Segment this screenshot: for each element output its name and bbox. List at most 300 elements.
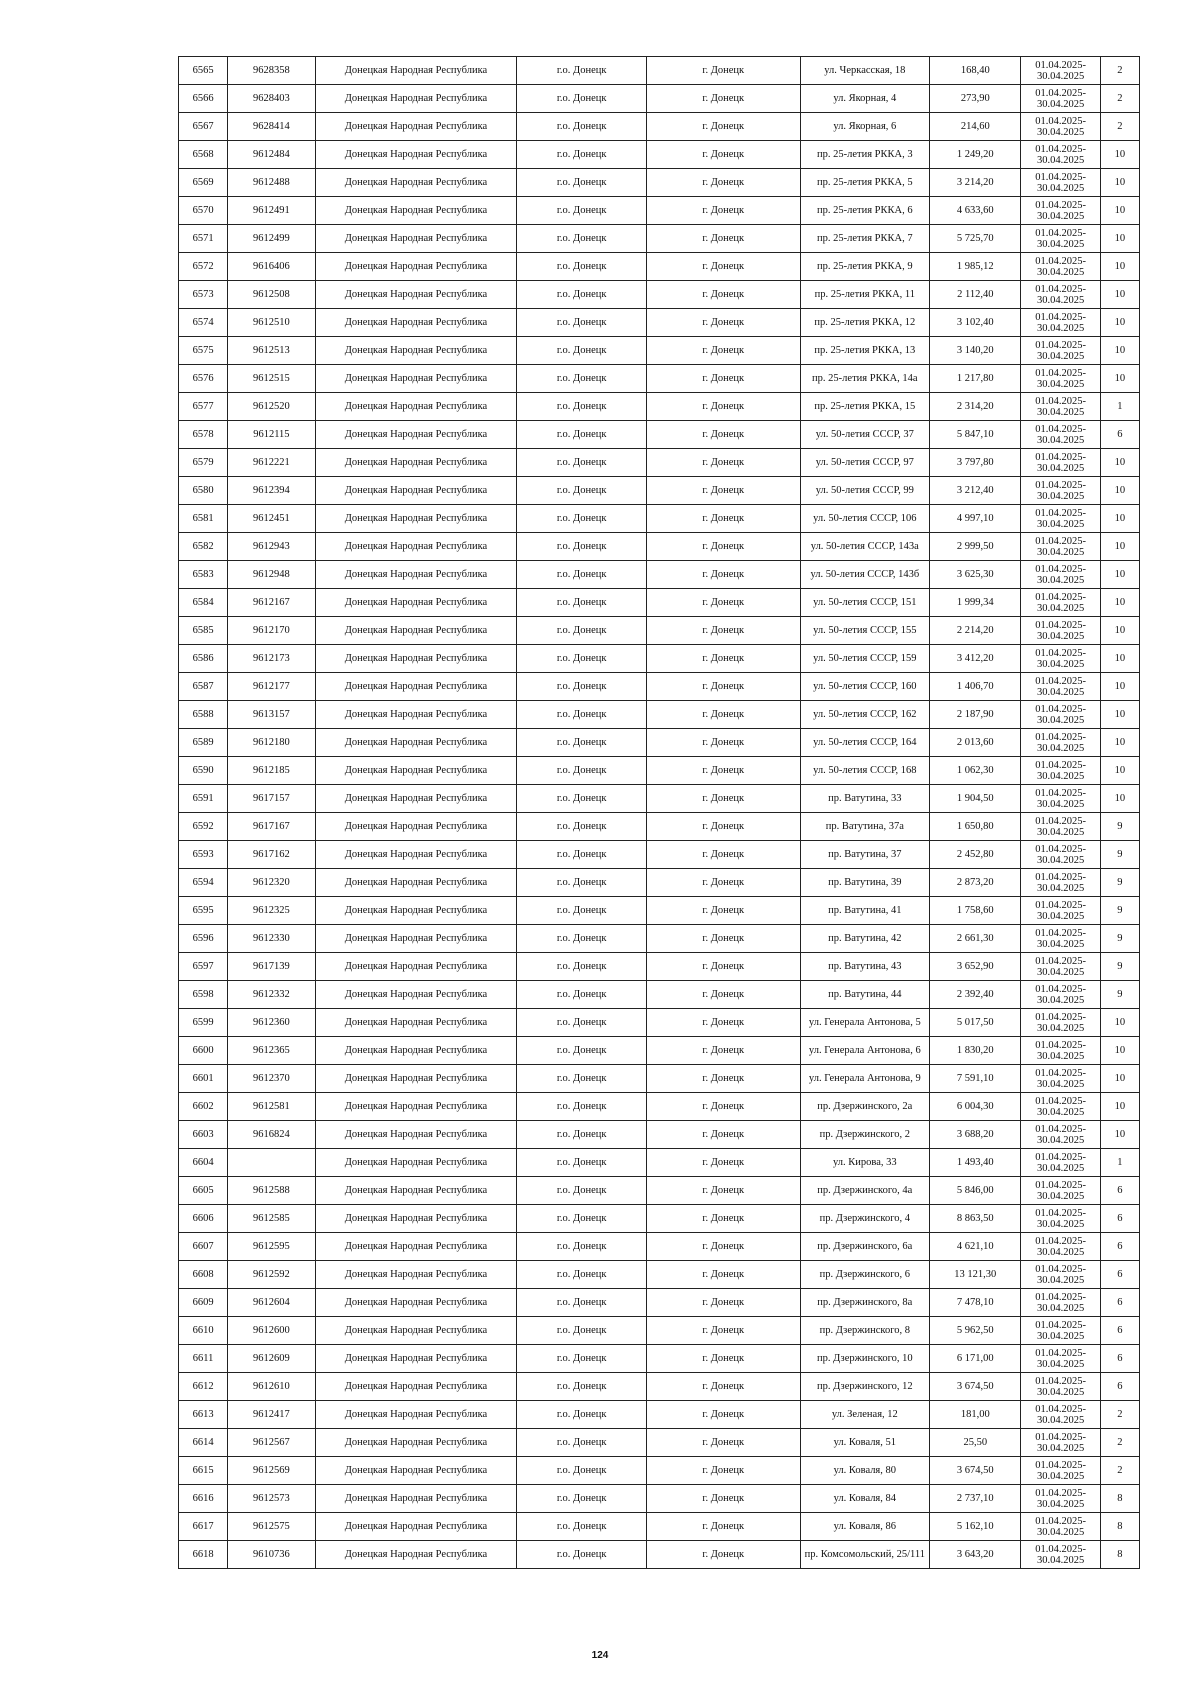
- address-cell: пр. Дзержинского, 2: [800, 1121, 930, 1149]
- register-table-body: [179, 57, 1140, 1569]
- okrug-cell: г.о. Донецк: [517, 1373, 647, 1401]
- table-row: [179, 869, 1140, 897]
- okrug-cell: г.о. Донецк: [517, 533, 647, 561]
- area-cell: 2 999,50: [930, 533, 1021, 561]
- building-code: 9612600: [228, 1317, 315, 1345]
- table-row: [179, 253, 1140, 281]
- category-cell: 10: [1100, 729, 1139, 757]
- table-row: [179, 1457, 1140, 1485]
- city-cell: г. Донецк: [646, 1121, 800, 1149]
- building-code: 9612515: [228, 365, 315, 393]
- category-cell: 10: [1100, 1093, 1139, 1121]
- city-cell: г. Донецк: [646, 1317, 800, 1345]
- period-cell: 01.04.2025-30.04.2025: [1021, 365, 1100, 393]
- row-number: 6582: [179, 533, 228, 561]
- address-cell: пр. Ватутина, 41: [800, 897, 930, 925]
- table-row: [179, 169, 1140, 197]
- okrug-cell: г.о. Донецк: [517, 1485, 647, 1513]
- area-cell: 3 625,30: [930, 561, 1021, 589]
- period-cell: 01.04.2025-30.04.2025: [1021, 309, 1100, 337]
- city-cell: г. Донецк: [646, 281, 800, 309]
- period-cell: 01.04.2025-30.04.2025: [1021, 701, 1100, 729]
- period-cell: 01.04.2025-30.04.2025: [1021, 225, 1100, 253]
- area-cell: 1 493,40: [930, 1149, 1021, 1177]
- table-row: [179, 617, 1140, 645]
- city-cell: г. Донецк: [646, 1037, 800, 1065]
- row-number: 6612: [179, 1373, 228, 1401]
- row-number: 6611: [179, 1345, 228, 1373]
- okrug-cell: г.о. Донецк: [517, 1037, 647, 1065]
- row-number: 6609: [179, 1289, 228, 1317]
- period-cell: 01.04.2025-30.04.2025: [1021, 477, 1100, 505]
- building-code: 9612320: [228, 869, 315, 897]
- period-cell: 01.04.2025-30.04.2025: [1021, 645, 1100, 673]
- building-code: 9612451: [228, 505, 315, 533]
- category-cell: 10: [1100, 365, 1139, 393]
- address-cell: пр. Дзержинского, 8: [800, 1317, 930, 1345]
- period-cell: 01.04.2025-30.04.2025: [1021, 393, 1100, 421]
- area-cell: 1 249,20: [930, 141, 1021, 169]
- building-code: 9612581: [228, 1093, 315, 1121]
- period-cell: 01.04.2025-30.04.2025: [1021, 1289, 1100, 1317]
- table-row: [179, 673, 1140, 701]
- okrug-cell: г.о. Донецк: [517, 169, 647, 197]
- row-number: 6605: [179, 1177, 228, 1205]
- city-cell: г. Донецк: [646, 113, 800, 141]
- row-number: 6617: [179, 1513, 228, 1541]
- region-cell: Донецкая Народная Республика: [315, 1177, 517, 1205]
- city-cell: г. Донецк: [646, 421, 800, 449]
- city-cell: г. Донецк: [646, 365, 800, 393]
- okrug-cell: г.о. Донецк: [517, 281, 647, 309]
- table-row: [179, 197, 1140, 225]
- row-number: 6573: [179, 281, 228, 309]
- okrug-cell: г.о. Донецк: [517, 1065, 647, 1093]
- period-cell: 01.04.2025-30.04.2025: [1021, 1121, 1100, 1149]
- table-row: [179, 785, 1140, 813]
- period-cell: 01.04.2025-30.04.2025: [1021, 57, 1100, 85]
- address-cell: пр. 25-летия РККА, 14а: [800, 365, 930, 393]
- period-cell: 01.04.2025-30.04.2025: [1021, 813, 1100, 841]
- category-cell: 1: [1100, 393, 1139, 421]
- region-cell: Донецкая Народная Республика: [315, 477, 517, 505]
- area-cell: 1 904,50: [930, 785, 1021, 813]
- okrug-cell: г.о. Донецк: [517, 841, 647, 869]
- city-cell: г. Донецк: [646, 1205, 800, 1233]
- table-row: [179, 1429, 1140, 1457]
- period-cell: 01.04.2025-30.04.2025: [1021, 1093, 1100, 1121]
- address-cell: ул. Коваля, 84: [800, 1485, 930, 1513]
- address-cell: ул. 50-летия СССР, 164: [800, 729, 930, 757]
- table-row: [179, 925, 1140, 953]
- address-cell: пр. Ватутина, 44: [800, 981, 930, 1009]
- category-cell: 10: [1100, 1009, 1139, 1037]
- area-cell: 1 758,60: [930, 897, 1021, 925]
- category-cell: 2: [1100, 85, 1139, 113]
- region-cell: Донецкая Народная Республика: [315, 141, 517, 169]
- row-number: 6576: [179, 365, 228, 393]
- row-number: 6608: [179, 1261, 228, 1289]
- category-cell: 6: [1100, 1317, 1139, 1345]
- okrug-cell: г.о. Донецк: [517, 757, 647, 785]
- table-row: [179, 225, 1140, 253]
- building-code: 9612588: [228, 1177, 315, 1205]
- category-cell: 10: [1100, 1065, 1139, 1093]
- city-cell: г. Донецк: [646, 1373, 800, 1401]
- building-code: 9613157: [228, 701, 315, 729]
- region-cell: Донецкая Народная Республика: [315, 169, 517, 197]
- category-cell: 10: [1100, 281, 1139, 309]
- row-number: 6602: [179, 1093, 228, 1121]
- period-cell: 01.04.2025-30.04.2025: [1021, 981, 1100, 1009]
- period-cell: 01.04.2025-30.04.2025: [1021, 1401, 1100, 1429]
- period-cell: 01.04.2025-30.04.2025: [1021, 589, 1100, 617]
- city-cell: г. Донецк: [646, 869, 800, 897]
- city-cell: г. Донецк: [646, 1485, 800, 1513]
- city-cell: г. Донецк: [646, 925, 800, 953]
- table-row: [179, 897, 1140, 925]
- category-cell: 10: [1100, 309, 1139, 337]
- row-number: 6574: [179, 309, 228, 337]
- period-cell: 01.04.2025-30.04.2025: [1021, 337, 1100, 365]
- region-cell: Донецкая Народная Республика: [315, 281, 517, 309]
- building-code: 9612499: [228, 225, 315, 253]
- table-row: [179, 141, 1140, 169]
- city-cell: г. Донецк: [646, 1233, 800, 1261]
- building-code: 9612185: [228, 757, 315, 785]
- table-row: [179, 365, 1140, 393]
- category-cell: 9: [1100, 869, 1139, 897]
- row-number: 6596: [179, 925, 228, 953]
- table-row: [179, 1513, 1140, 1541]
- area-cell: 1 830,20: [930, 1037, 1021, 1065]
- category-cell: 10: [1100, 449, 1139, 477]
- register-sheet: [178, 56, 1140, 1569]
- table-row: [179, 1261, 1140, 1289]
- table-row: [179, 701, 1140, 729]
- category-cell: 10: [1100, 785, 1139, 813]
- table-row: [179, 1233, 1140, 1261]
- table-row: [179, 477, 1140, 505]
- category-cell: 9: [1100, 953, 1139, 981]
- region-cell: Донецкая Народная Республика: [315, 1009, 517, 1037]
- city-cell: г. Донецк: [646, 225, 800, 253]
- area-cell: 1 650,80: [930, 813, 1021, 841]
- area-cell: 4 633,60: [930, 197, 1021, 225]
- city-cell: г. Донецк: [646, 701, 800, 729]
- building-code: 9612167: [228, 589, 315, 617]
- area-cell: 2 187,90: [930, 701, 1021, 729]
- area-cell: 168,40: [930, 57, 1021, 85]
- building-code: [228, 1149, 315, 1177]
- category-cell: 8: [1100, 1513, 1139, 1541]
- row-number: 6598: [179, 981, 228, 1009]
- period-cell: 01.04.2025-30.04.2025: [1021, 729, 1100, 757]
- row-number: 6587: [179, 673, 228, 701]
- okrug-cell: г.о. Донецк: [517, 1401, 647, 1429]
- region-cell: Донецкая Народная Республика: [315, 841, 517, 869]
- period-cell: 01.04.2025-30.04.2025: [1021, 925, 1100, 953]
- area-cell: 3 688,20: [930, 1121, 1021, 1149]
- row-number: 6580: [179, 477, 228, 505]
- address-cell: ул. Генерала Антонова, 9: [800, 1065, 930, 1093]
- category-cell: 10: [1100, 477, 1139, 505]
- city-cell: г. Донецк: [646, 57, 800, 85]
- region-cell: Донецкая Народная Республика: [315, 1065, 517, 1093]
- category-cell: 10: [1100, 169, 1139, 197]
- region-cell: Донецкая Народная Республика: [315, 1429, 517, 1457]
- address-cell: пр. Дзержинского, 4а: [800, 1177, 930, 1205]
- address-cell: ул. Коваля, 80: [800, 1457, 930, 1485]
- period-cell: 01.04.2025-30.04.2025: [1021, 561, 1100, 589]
- category-cell: 9: [1100, 925, 1139, 953]
- building-code: 9612575: [228, 1513, 315, 1541]
- okrug-cell: г.о. Донецк: [517, 309, 647, 337]
- city-cell: г. Донецк: [646, 673, 800, 701]
- city-cell: г. Донецк: [646, 617, 800, 645]
- period-cell: 01.04.2025-30.04.2025: [1021, 421, 1100, 449]
- region-cell: Донецкая Народная Республика: [315, 953, 517, 981]
- row-number: 6597: [179, 953, 228, 981]
- region-cell: Донецкая Народная Республика: [315, 1513, 517, 1541]
- row-number: 6604: [179, 1149, 228, 1177]
- region-cell: Донецкая Народная Республика: [315, 309, 517, 337]
- building-code: 9612221: [228, 449, 315, 477]
- region-cell: Донецкая Народная Республика: [315, 925, 517, 953]
- address-cell: пр. Дзержинского, 12: [800, 1373, 930, 1401]
- category-cell: 9: [1100, 897, 1139, 925]
- address-cell: ул. Черкасская, 18: [800, 57, 930, 85]
- okrug-cell: г.о. Донецк: [517, 589, 647, 617]
- area-cell: 5 962,50: [930, 1317, 1021, 1345]
- period-cell: 01.04.2025-30.04.2025: [1021, 141, 1100, 169]
- building-code: 9612585: [228, 1205, 315, 1233]
- table-row: [179, 1093, 1140, 1121]
- address-cell: пр. Дзержинского, 4: [800, 1205, 930, 1233]
- region-cell: Донецкая Народная Республика: [315, 1121, 517, 1149]
- region-cell: Донецкая Народная Республика: [315, 897, 517, 925]
- area-cell: 273,90: [930, 85, 1021, 113]
- okrug-cell: г.о. Донецк: [517, 337, 647, 365]
- area-cell: 8 863,50: [930, 1205, 1021, 1233]
- table-row: [179, 533, 1140, 561]
- building-code: 9612573: [228, 1485, 315, 1513]
- region-cell: Донецкая Народная Республика: [315, 1541, 517, 1569]
- area-cell: 3 674,50: [930, 1457, 1021, 1485]
- address-cell: пр. Ватутина, 37: [800, 841, 930, 869]
- period-cell: 01.04.2025-30.04.2025: [1021, 841, 1100, 869]
- okrug-cell: г.о. Донецк: [517, 1177, 647, 1205]
- table-row: [179, 1317, 1140, 1345]
- okrug-cell: г.о. Донецк: [517, 225, 647, 253]
- area-cell: 2 013,60: [930, 729, 1021, 757]
- period-cell: 01.04.2025-30.04.2025: [1021, 1065, 1100, 1093]
- okrug-cell: г.о. Донецк: [517, 1429, 647, 1457]
- category-cell: 10: [1100, 141, 1139, 169]
- okrug-cell: г.о. Донецк: [517, 1513, 647, 1541]
- table-row: [179, 393, 1140, 421]
- row-number: 6566: [179, 85, 228, 113]
- city-cell: г. Донецк: [646, 841, 800, 869]
- building-code: 9612610: [228, 1373, 315, 1401]
- building-code: 9612604: [228, 1289, 315, 1317]
- okrug-cell: г.о. Донецк: [517, 673, 647, 701]
- row-number: 6601: [179, 1065, 228, 1093]
- category-cell: 10: [1100, 533, 1139, 561]
- address-cell: пр. Ватутина, 39: [800, 869, 930, 897]
- table-row: [179, 421, 1140, 449]
- address-cell: пр. 25-летия РККА, 6: [800, 197, 930, 225]
- region-cell: Донецкая Народная Республика: [315, 197, 517, 225]
- row-number: 6588: [179, 701, 228, 729]
- okrug-cell: г.о. Донецк: [517, 85, 647, 113]
- period-cell: 01.04.2025-30.04.2025: [1021, 505, 1100, 533]
- area-cell: 2 737,10: [930, 1485, 1021, 1513]
- building-code: 9628403: [228, 85, 315, 113]
- okrug-cell: г.о. Донецк: [517, 561, 647, 589]
- row-number: 6615: [179, 1457, 228, 1485]
- region-cell: Донецкая Народная Республика: [315, 533, 517, 561]
- building-code: 9617157: [228, 785, 315, 813]
- table-row: [179, 1065, 1140, 1093]
- area-cell: 3 797,80: [930, 449, 1021, 477]
- okrug-cell: г.о. Донецк: [517, 869, 647, 897]
- area-cell: 7 478,10: [930, 1289, 1021, 1317]
- okrug-cell: г.о. Донецк: [517, 617, 647, 645]
- row-number: 6606: [179, 1205, 228, 1233]
- building-code: 9612325: [228, 897, 315, 925]
- area-cell: 3 212,40: [930, 477, 1021, 505]
- region-cell: Донецкая Народная Республика: [315, 1317, 517, 1345]
- region-cell: Донецкая Народная Республика: [315, 57, 517, 85]
- category-cell: 10: [1100, 1037, 1139, 1065]
- region-cell: Донецкая Народная Республика: [315, 813, 517, 841]
- area-cell: 2 112,40: [930, 281, 1021, 309]
- building-code: 9612943: [228, 533, 315, 561]
- building-code: 9612330: [228, 925, 315, 953]
- row-number: 6594: [179, 869, 228, 897]
- building-code: 9612417: [228, 1401, 315, 1429]
- address-cell: ул. Кирова, 33: [800, 1149, 930, 1177]
- page-number: 124: [591, 1650, 609, 1661]
- row-number: 6578: [179, 421, 228, 449]
- address-cell: ул. 50-летия СССР, 155: [800, 617, 930, 645]
- period-cell: 01.04.2025-30.04.2025: [1021, 1429, 1100, 1457]
- row-number: 6592: [179, 813, 228, 841]
- row-number: 6581: [179, 505, 228, 533]
- address-cell: пр. 25-летия РККА, 13: [800, 337, 930, 365]
- table-row: [179, 813, 1140, 841]
- okrug-cell: г.о. Донецк: [517, 113, 647, 141]
- city-cell: г. Донецк: [646, 1457, 800, 1485]
- building-code: 9612180: [228, 729, 315, 757]
- table-row: [179, 1289, 1140, 1317]
- category-cell: 10: [1100, 337, 1139, 365]
- address-cell: ул. 50-летия СССР, 37: [800, 421, 930, 449]
- period-cell: 01.04.2025-30.04.2025: [1021, 617, 1100, 645]
- table-row: [179, 505, 1140, 533]
- city-cell: г. Донецк: [646, 953, 800, 981]
- okrug-cell: г.о. Донецк: [517, 1009, 647, 1037]
- period-cell: 01.04.2025-30.04.2025: [1021, 785, 1100, 813]
- table-row: [179, 1485, 1140, 1513]
- region-cell: Донецкая Народная Республика: [315, 393, 517, 421]
- period-cell: 01.04.2025-30.04.2025: [1021, 1177, 1100, 1205]
- region-cell: Донецкая Народная Республика: [315, 337, 517, 365]
- area-cell: 6 171,00: [930, 1345, 1021, 1373]
- table-row: [179, 981, 1140, 1009]
- table-row: [179, 1345, 1140, 1373]
- row-number: 6565: [179, 57, 228, 85]
- register-table: [178, 56, 1140, 1569]
- region-cell: Донецкая Народная Республика: [315, 1093, 517, 1121]
- row-number: 6569: [179, 169, 228, 197]
- period-cell: 01.04.2025-30.04.2025: [1021, 1541, 1100, 1569]
- area-cell: 3 643,20: [930, 1541, 1021, 1569]
- address-cell: пр. 25-летия РККА, 5: [800, 169, 930, 197]
- address-cell: пр. Ватутина, 33: [800, 785, 930, 813]
- area-cell: 214,60: [930, 113, 1021, 141]
- period-cell: 01.04.2025-30.04.2025: [1021, 1205, 1100, 1233]
- row-number: 6579: [179, 449, 228, 477]
- table-row: [179, 1373, 1140, 1401]
- category-cell: 10: [1100, 757, 1139, 785]
- table-row: [179, 1177, 1140, 1205]
- region-cell: Донецкая Народная Республика: [315, 589, 517, 617]
- category-cell: 2: [1100, 1401, 1139, 1429]
- category-cell: 10: [1100, 505, 1139, 533]
- row-number: 6585: [179, 617, 228, 645]
- region-cell: Донецкая Народная Республика: [315, 113, 517, 141]
- address-cell: ул. Якорная, 6: [800, 113, 930, 141]
- area-cell: 181,00: [930, 1401, 1021, 1429]
- area-cell: 5 725,70: [930, 225, 1021, 253]
- okrug-cell: г.о. Донецк: [517, 1289, 647, 1317]
- table-row: [179, 449, 1140, 477]
- row-number: 6571: [179, 225, 228, 253]
- okrug-cell: г.о. Донецк: [517, 729, 647, 757]
- table-row: [179, 281, 1140, 309]
- area-cell: 3 412,20: [930, 645, 1021, 673]
- area-cell: 3 652,90: [930, 953, 1021, 981]
- row-number: 6614: [179, 1429, 228, 1457]
- region-cell: Донецкая Народная Республика: [315, 617, 517, 645]
- okrug-cell: г.о. Донецк: [517, 813, 647, 841]
- period-cell: 01.04.2025-30.04.2025: [1021, 1261, 1100, 1289]
- okrug-cell: г.о. Донецк: [517, 1541, 647, 1569]
- address-cell: пр. 25-летия РККА, 3: [800, 141, 930, 169]
- area-cell: 1 062,30: [930, 757, 1021, 785]
- address-cell: пр. Дзержинского, 6а: [800, 1233, 930, 1261]
- city-cell: г. Донецк: [646, 477, 800, 505]
- okrug-cell: г.о. Донецк: [517, 477, 647, 505]
- city-cell: г. Донецк: [646, 1093, 800, 1121]
- region-cell: Донецкая Народная Республика: [315, 1401, 517, 1429]
- okrug-cell: г.о. Донецк: [517, 785, 647, 813]
- table-row: [179, 337, 1140, 365]
- area-cell: 2 873,20: [930, 869, 1021, 897]
- row-number: 6577: [179, 393, 228, 421]
- row-number: 6593: [179, 841, 228, 869]
- table-row: [179, 309, 1140, 337]
- area-cell: 3 102,40: [930, 309, 1021, 337]
- city-cell: г. Донецк: [646, 645, 800, 673]
- category-cell: 6: [1100, 1373, 1139, 1401]
- city-cell: г. Донецк: [646, 533, 800, 561]
- region-cell: Донецкая Народная Республика: [315, 85, 517, 113]
- row-number: 6589: [179, 729, 228, 757]
- table-row: [179, 1401, 1140, 1429]
